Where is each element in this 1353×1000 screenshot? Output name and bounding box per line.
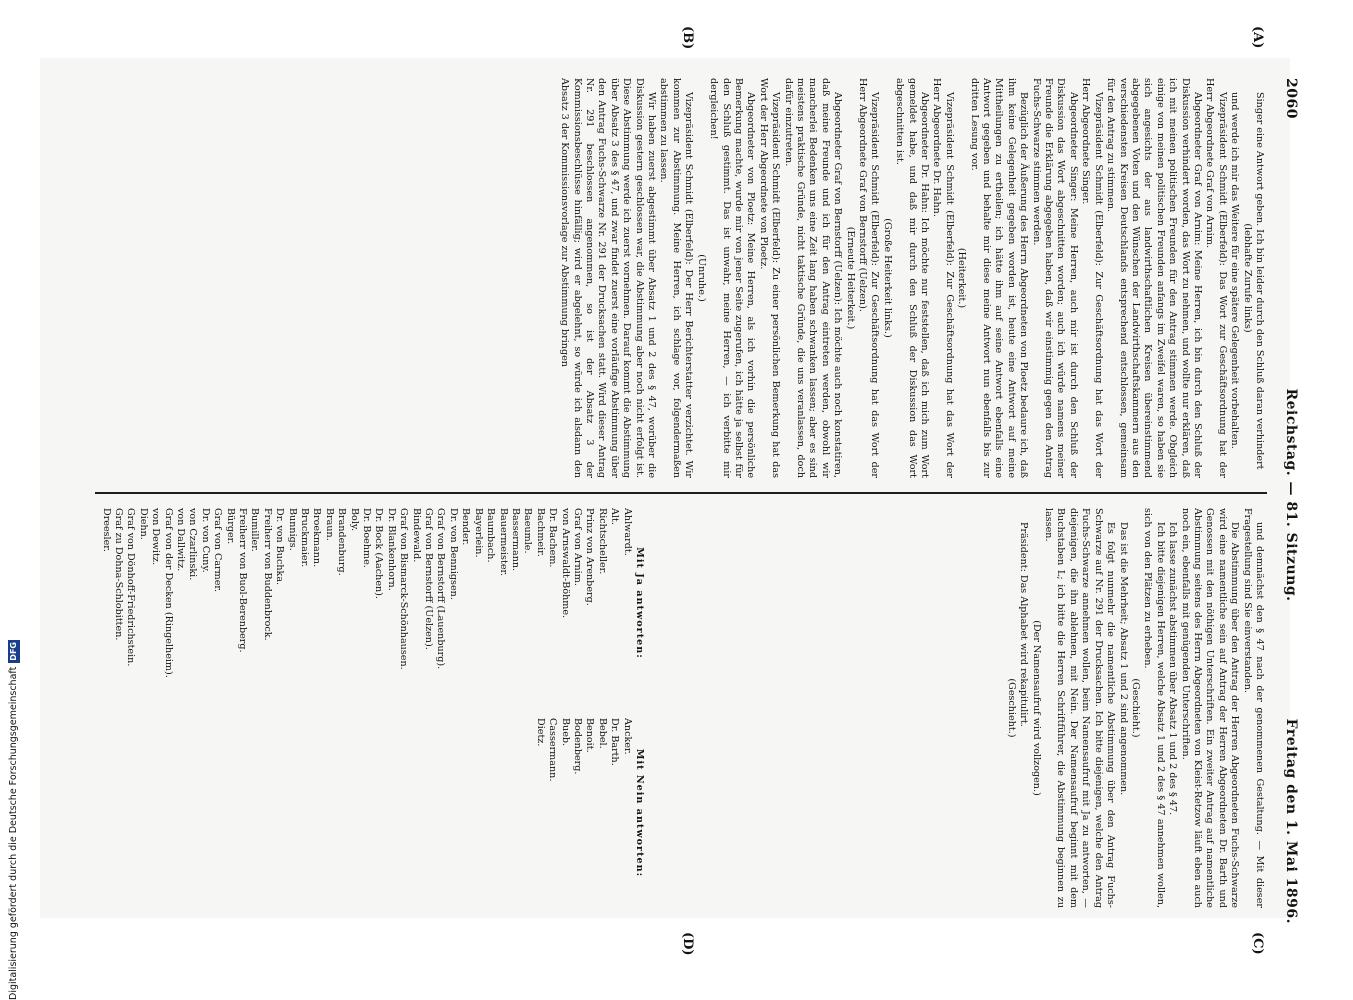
right-interjection: (Geschieht.) — [1005, 678, 1017, 738]
ja-name: Bumiller. — [249, 508, 261, 552]
ja-name: Boly. — [348, 508, 360, 532]
right-paragraph: und demnächst den § 47 nach der genommenen Gestaltung. — Mit dieser Fragestellung sind Sie einverstanden. — [1241, 508, 1265, 908]
left-interjection: (Große Heiterkeit links.) — [881, 218, 893, 338]
nein-list — [533, 718, 645, 908]
page-number: 2060 — [1283, 78, 1299, 119]
ja-name: Broekmann. — [311, 508, 323, 568]
left-paragraph: Bezüglich der Äußerung des Herrn Abgeordneten von Ploetz bedaure ich, daß ihm keine Gelegenheit gegeben worden ist, heute eine Antwort auf meine Mittheilungen zu ertheilen; ich hätte ihm auf seine Antwort ebenfalls eine Antwort gegeben und behalte mir diese meine Antwort nun ebenfalls bis zur dritten Lesung vor. — [968, 78, 1030, 478]
left-paragraph: Abgeordneter Singer: Meine Herren, auch mir ist durch den Schluß der Diskussion das Wort abgeschnitten worden; auch ich würde namens meiner Freunde die Erklärung abgegeben haben, daß wir einstimmig gegen den Antrag Fuchs-Schwarze stimmen werden. — [1030, 78, 1079, 478]
ja-name: von Dewitz. — [150, 508, 162, 566]
ja-name: Ahlwardt. — [621, 508, 633, 556]
right-paragraph: Ich lasse zunächst abstimmen über Absatz 1 und 2 des § 47. — [1167, 522, 1179, 816]
ja-name: Bachmeir. — [534, 508, 546, 557]
ja-heading: Mit Ja antworten: — [634, 547, 645, 659]
ja-name: Bender. — [460, 508, 472, 546]
ja-list — [99, 508, 645, 698]
left-interjection: (Erneute Heiterkeit.) — [844, 226, 856, 330]
left-paragraph: Vizepräsident Schmidt (Elberfeld): Das Wort zur Geschäftsordnung hat der Herr Abgeordnete Graf von Arnim. — [1204, 78, 1228, 478]
right-paragraph: Es folgt nunmehr die namentliche Abstimmung über den Antrag Fuchs-Schwarze auf Nr. 291 der Drucksachen. Ich bitte diejenigen, welche den Antrag Fuchs-Schwarze annehmen wollen, beim Namensaufruf mit Ja zu antworten, — diejenigen, die ihn ablehnen, mit Nein. Der Namensaufruf beginnt mit dem Buchstaben L; ich bitte die Herren Schriftführer, die Abstimmung beginnen zu lassen. — [1043, 508, 1117, 908]
ja-name: Brandenburg. — [336, 508, 348, 576]
ja-name: Dr. Bachem. — [547, 508, 559, 568]
ja-name: Bruckmaier. — [299, 508, 311, 568]
left-paragraph: Wir haben zuerst abgestimmt über Absatz 1 und 2 des § 47, worüber die Diskussion gestern geschlossen war, die Abstimmung aber noch nicht erfolgt ist. Diese Abstimmung werde ich zuerst vornehmen. Darauf kommt die Abstimmung über Absatz 3 des § 47, und zwar findet zuerst eine vorläufige Abstimmung über den Antrag Fuchs-Schwarze Nr. 291 der Drucksachen statt. Wird dieser Antrag Nr. 291 beschlossen angenommen, so ist der Absatz 3 der Kommissionsbeschlüsse hinfällig; wird er abgelehnt, so würde ich alsdann den Absatz 3 der Kommissionsvorlage zur Abstimmung bringen — [559, 78, 658, 478]
left-interjection: (Unruhe.) — [695, 254, 707, 302]
nein-name: Bodenberg. — [571, 718, 583, 775]
right-paragraph: Präsident: Das Alphabet wird rekapitulirt. — [1018, 522, 1030, 727]
ja-name: Graf zu Dohna-Schlobitten. — [112, 508, 124, 641]
ja-name: Graf von Bismarck-Schönhausen. — [398, 508, 410, 670]
ja-name: Graf von Carmer. — [212, 508, 224, 592]
nein-name: Cassermann. — [547, 718, 559, 782]
left-column — [95, 78, 1265, 478]
nein-heading: Mit Nein antworten: — [634, 748, 645, 878]
left-paragraph: Vizepräsident Schmidt (Elberfeld): Zur Geschäftsordnung hat das Wort der Herr Abgeordnete Dr. Hahn. — [931, 78, 955, 478]
ja-name: Graf von Bernstorff (Lauenburg). — [435, 508, 447, 670]
session-date: Freitag den 1. Mai 1896. — [1283, 718, 1299, 924]
right-paragraph: Ich bitte diejenigen Herren, welche Absatz 1 und 2 des § 47 annehmen wollen, sich von den Plätzen zu erheben. — [1142, 508, 1166, 908]
ja-name: Graf von Bernstorff (Uelzen). — [423, 508, 435, 650]
ja-name: Richtscheller. — [596, 508, 608, 575]
nein-name: Bueb. — [559, 718, 571, 747]
left-paragraph: Vizepräsident Schmidt (Elberfeld): Zu einer persönlichen Bemerkung hat das Wort der Herr Abgeordnete von Ploetz. — [757, 78, 782, 478]
right-paragraph: Das ist die Mehrheit; Absatz 1 und 2 sind angenommen. — [1117, 522, 1129, 796]
ja-name: Freiherr von Buol-Berenberg. — [237, 508, 248, 653]
ja-name: Dr. Boehme. — [361, 508, 373, 568]
nein-name: Bebel. — [596, 718, 608, 749]
left-paragraph: Abgeordneter Graf von Bernstorff (Uelzen): Ich möchte auch noch konstatiren, daß meine Freunde und ich für den Antrag eintreten werden, obwohl wir mancherlei Bedenken uns eine Zeit lang haben schwanken lassen; aber es sind meistens praktische Gründe, nicht taktische Gründe, die uns veranlassen, doch dafür einzutreten. — [782, 78, 844, 478]
right-column — [95, 508, 1265, 908]
nein-name: Dietz. — [534, 718, 546, 747]
nein-name: Benoit. — [584, 718, 596, 753]
right-interjection: (Geschieht.) — [1129, 678, 1141, 738]
digitization-note — [4, 604, 24, 1000]
ja-name: Braun. — [323, 508, 335, 541]
ja-name: Bindewald. — [410, 508, 422, 563]
margin-mark-b: (B) — [680, 26, 695, 50]
session-title: Reichstag. — 81. Sitzung. — [1283, 388, 1299, 602]
ja-name: Diehn. — [137, 508, 149, 540]
ja-name: Dr. Bock (Aachen). — [373, 508, 385, 599]
left-interjection: (Heiterkeit.) — [956, 247, 968, 309]
left-paragraph: Vizepräsident Schmidt (Elberfeld): Zur Geschäftsordnung hat das Wort der Herr Abgeordnete Graf von Bernstorff (Uelzen). — [857, 78, 881, 478]
right-column-text — [1004, 508, 1265, 908]
ja-name: Bunnigs. — [286, 508, 298, 551]
left-paragraph: Abgeordneter Graf von Arnim: Meine Herren, ich bin durch den Schluß der Diskussion verhindert worden, das Wort zu nehmen, und wollte nur erklären, daß ich mit meinen politischen Freunden für den Antrag stimmen werde. Obgleich einige von meinen politischen Freunden anfangs im Zweifel waren, so haben sie sich angesichts der aus landwirthschaftlichen Kreisen übereinstimmend abgegebenen Voten und den Wünschen der Landwirthschaftskammern aus den verschiedensten Kreisen Deutschlands entsprechend entschlossen, gemeinsam für den Antrag zu stimmen. — [1105, 78, 1203, 478]
margin-mark-a: (A) — [1250, 26, 1265, 49]
right-paragraph: Die Abstimmung über den Antrag der Herren Abgeordneten Fuchs-Schwarze wird eine namentliche sein auf Antrag der Herren Abgeordneten Dr. Barth und Genossen mit den nöthigen Unterschriften. Ein zweiter Antrag auf namentliche Abstimmung seitens des Herrn Abgeordneten von Kleist-Retzow läuft eben auch noch ein, ebenfalls mit genügenden Unterschriften. — [1179, 508, 1241, 908]
ja-name: Dr. Blankenhorn. — [385, 508, 397, 591]
ja-name: Prinz von Arenberg. — [584, 508, 596, 606]
left-paragraph: Vizepräsident Schmidt (Elberfeld): Zur Geschäftsordnung hat das Wort der Herr Abgeordnete Singer. — [1080, 78, 1104, 478]
newspaper-sheet — [63, 26, 1313, 956]
ja-name: Graf von der Decken (Ringelheim). — [162, 508, 174, 678]
ja-name: Dr. von Buchka. — [274, 508, 286, 586]
ja-name: Alt. — [609, 508, 621, 525]
digitization-text: Digitalisierung gefördert durch die Deutsche Forschungsgemeinschaft — [8, 666, 19, 1000]
ja-name: Dreesler. — [100, 508, 112, 552]
nein-name: Ancker. — [621, 718, 633, 755]
ja-name: von Czarlinski. — [187, 508, 199, 581]
left-paragraph: Abgeordneter von Ploetz: Meine Herren, als ich vorhin die persönliche Bemerkung machte, wurde mir von jener Seite zugerufen, ich hätte ja selbst für den Schluß gestimmt. Das ist unwahr, meine Herren, — ich verbitte mir dergleichen! — [708, 78, 757, 478]
dfg-logo: DFG — [9, 642, 18, 661]
nein-name: Dr. Barth. — [609, 718, 621, 766]
ja-name: Freiherr von Buddenbrock. — [261, 508, 273, 641]
ja-name: Graf von Dönhoff-Friedrichstein. — [125, 508, 137, 667]
ja-name: Bassermann. — [509, 508, 521, 572]
left-paragraph: Singer eine Antwort geben. Ich bin leider durch den Schluß daran verhindert — [1254, 92, 1265, 470]
ja-name: Bauermeister. — [497, 508, 509, 577]
margin-mark-c: (C) — [1250, 932, 1265, 955]
ja-name: Baeumle. — [522, 508, 534, 554]
ja-name: von Dallwitz. — [174, 508, 186, 572]
right-interjection: (Der Namensaufruf wird vollzogen.) — [1030, 620, 1042, 796]
ja-name: Dr. von Cuny. — [199, 508, 211, 573]
ja-name: von Arnswaldt-Böhme. — [559, 508, 571, 619]
left-paragraph: und werde ich mir das Weitere für eine spätere Gelegenheit vorbehalten. — [1229, 92, 1241, 449]
ja-name: Bayerlein. — [472, 508, 484, 558]
ja-name: Bürger. — [224, 508, 236, 545]
left-paragraph: Vizepräsident Schmidt (Elberfeld): Der Herr Berichterstatter verzichtet. Wir kommen zur Abstimmung. Meine Herren, ich schlage vor, folgendermaßen abstimmen zu lassen. — [658, 78, 695, 478]
running-head — [1275, 60, 1297, 930]
column-divider — [95, 492, 1267, 494]
ja-name: Baumbach. — [485, 508, 497, 563]
margin-mark-d: (D) — [680, 932, 695, 956]
ja-name: Dr. von Bennigsen. — [447, 508, 459, 600]
ja-name: Graf von Arnim. — [571, 508, 583, 586]
left-interjection: (lebhafte Zurufe links) — [1241, 223, 1253, 333]
left-paragraph: Abgeordneter Dr. Hahn: Ich möchte nur feststellen, daß ich mich zum Wort gemeldet habe, und daß mir durch den Schluß der Diskussion das Wort abgeschnitten ist. — [894, 78, 931, 478]
